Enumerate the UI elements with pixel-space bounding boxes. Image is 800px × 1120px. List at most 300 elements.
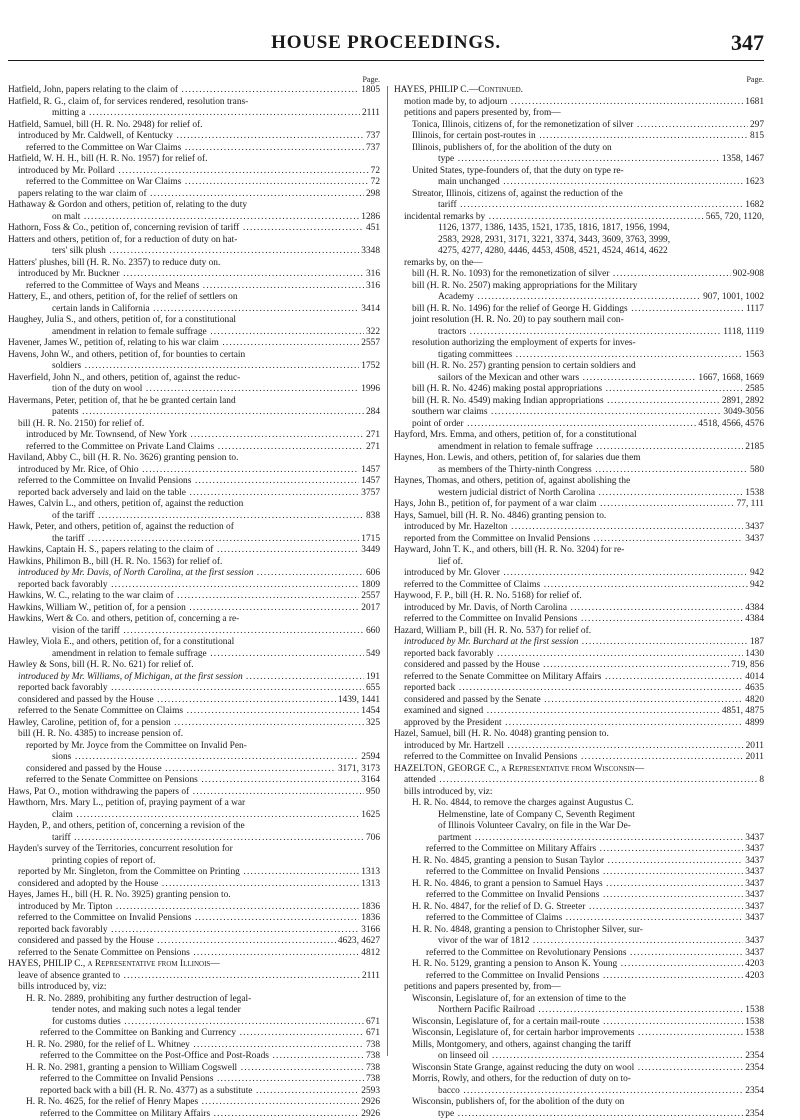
- entry-page-ref: 4851, 4875: [720, 706, 764, 718]
- entry-page-ref: 1286: [359, 212, 380, 224]
- entry-page-ref: 580: [748, 465, 764, 477]
- entry-text: bill (H. R. No. 2150) for relief of.: [18, 419, 144, 429]
- index-entry: [8, 373, 380, 385]
- index-entry: [394, 1040, 764, 1052]
- index-entry: [394, 499, 764, 511]
- entry-text: Hawkins, Captain H. S., papers relating to the claim of .....: [8, 545, 380, 555]
- index-entry: [8, 350, 380, 362]
- index-entry: [8, 200, 380, 212]
- index-entry: [8, 143, 380, 155]
- entry-page-ref: 1118, 1119: [721, 327, 764, 339]
- index-entry: [8, 258, 380, 270]
- index-entry: [8, 465, 380, 477]
- entry-text: referred to the Senate Committee on Military Affairs .....: [404, 672, 764, 682]
- index-entry: [394, 1074, 764, 1086]
- entry-page-ref: 907, 1001, 1002: [701, 292, 764, 304]
- entry-page-ref: 1313: [359, 867, 380, 879]
- index-entry: [8, 269, 380, 281]
- index-entry: [8, 85, 380, 97]
- index-entry: [394, 1017, 764, 1029]
- entry-text: the tariff .....: [52, 534, 380, 544]
- entry-page-ref: 72: [369, 166, 380, 178]
- index-entry: [8, 511, 380, 523]
- index-entry: [394, 683, 764, 695]
- entry-text: reported by Mr. Joyce from the Committee on Invalid Pen-: [26, 741, 247, 751]
- index-entry: [394, 591, 764, 603]
- entry-text: vision of the tariff .....: [52, 626, 380, 636]
- index-entry: [8, 982, 380, 994]
- entry-text: reported back with a bill (H. R. No. 4377) as a substitute .....: [40, 1086, 380, 1096]
- index-entry: [8, 281, 380, 293]
- entry-text: referred to the Senate Committee on Pensions .....: [18, 948, 380, 958]
- entry-text: introduced by Mr. Burchard at the first session .....: [404, 637, 764, 647]
- index-entry: [8, 741, 380, 753]
- entry-text: referred to the Committee of Ways and Means .....: [26, 281, 380, 291]
- index-entry: [394, 200, 764, 212]
- entry-page-ref: 2017: [359, 603, 380, 615]
- entry-text: referred to the Committee on the Post-Office and Post-Roads .....: [40, 1051, 380, 1061]
- entry-page-ref: 815: [748, 131, 764, 143]
- entry-page-ref: 565, 720, 1120,: [704, 212, 764, 224]
- entry-text: tion of the duty on wool .....: [52, 384, 380, 394]
- entry-page-ref: 4014: [743, 672, 764, 684]
- entry-page-ref: 4812: [359, 948, 380, 960]
- entry-page-ref: 2354: [743, 1086, 764, 1098]
- entry-page-ref: 671: [364, 1028, 380, 1040]
- index-entry: [394, 775, 764, 787]
- index-entry: [394, 488, 764, 500]
- entry-page-ref: 4203: [743, 959, 764, 971]
- entry-text: HAYES, PHILIP C.—Continued.: [394, 85, 523, 95]
- entry-page-ref: 2011: [744, 741, 764, 753]
- entry-text: Hays, John B., petition of, for payment of a war claim .....: [394, 499, 764, 509]
- index-entry: [8, 591, 380, 603]
- entry-text: southern war claims .....: [412, 407, 764, 417]
- entry-text: Haywood, F. P., bill (H. R. No. 5168) for relief of.: [394, 591, 582, 601]
- entry-text: mitting a .....: [52, 108, 380, 118]
- entry-page-ref: 325: [364, 718, 380, 730]
- index-entry: [394, 810, 764, 822]
- entry-text: patents .....: [52, 407, 380, 417]
- entry-page-ref: 660: [364, 626, 380, 638]
- entry-page-ref: 738: [364, 1063, 380, 1075]
- index-entry: [8, 442, 380, 454]
- index-entry: [8, 1028, 380, 1040]
- entry-page-ref: 950: [364, 787, 380, 799]
- entry-text: Wisconsin, Legislature of, for a certain mail-route .....: [412, 1017, 764, 1027]
- entry-text: Morris, Rowly, and others, for the reduction of duty on to-: [412, 1074, 631, 1084]
- right-column-page-label: Page.: [394, 74, 764, 85]
- entry-page-ref: 3437: [743, 879, 764, 891]
- entry-page-ref: 4635: [743, 683, 764, 695]
- entry-text: amendment in relation to female suffrage .....: [438, 442, 764, 452]
- entry-text: Illinois, for certain post-routes in .....: [412, 131, 764, 141]
- index-entry: [8, 925, 380, 937]
- index-entry: [394, 223, 764, 235]
- entry-page-ref: 3449: [359, 545, 380, 557]
- entry-text: Haviland, Abby C., bill (H. R. No. 3626) granting pension to.: [8, 453, 238, 463]
- index-entry: [8, 752, 380, 764]
- entry-text: sions .....: [52, 752, 380, 762]
- index-entry: [394, 982, 764, 994]
- entry-page-ref: 1538: [743, 1005, 764, 1017]
- index-entry: [394, 534, 764, 546]
- index-entry: [394, 143, 764, 155]
- index-entry: [394, 361, 764, 373]
- left-column-page-label: Page.: [8, 74, 380, 85]
- index-entry: [8, 810, 380, 822]
- index-entry: [8, 166, 380, 178]
- entry-text: Hathaway & Gordon and others, petition of, relating to the duty: [8, 200, 247, 210]
- entry-page-ref: 3437: [743, 936, 764, 948]
- index-entry: [394, 292, 764, 304]
- index-entry: [394, 177, 764, 189]
- entry-page-ref: 77, 111: [735, 499, 764, 511]
- entry-text: referred to the Committee on Invalid Pensions .....: [426, 971, 764, 981]
- entry-page-ref: 1809: [359, 580, 380, 592]
- index-entry: [394, 396, 764, 408]
- entry-text: lief of.: [438, 557, 463, 567]
- left-column: [8, 74, 380, 1120]
- index-entry: [8, 384, 380, 396]
- entry-page-ref: 2354: [743, 1109, 764, 1120]
- index-entry: [394, 695, 764, 707]
- index-entry: [394, 522, 764, 534]
- index-entry: [394, 1086, 764, 1098]
- index-entry: [394, 1063, 764, 1075]
- entry-text: Haverfield, John N., and others, petition of, against the reduc-: [8, 373, 240, 383]
- index-entry: [394, 258, 764, 270]
- index-entry: [8, 154, 380, 166]
- entry-page-ref: 655: [364, 683, 380, 695]
- entry-page-ref: 1667, 1668, 1669: [696, 373, 764, 385]
- entry-text: 1126, 1377, 1386, 1435, 1521, 1735, 1816, 1817, 1956, 1994,: [438, 223, 670, 233]
- entry-page-ref: 1836: [359, 913, 380, 925]
- entry-text: considered and passed by the House .....: [26, 764, 380, 774]
- entry-page-ref: 1805: [359, 85, 380, 97]
- index-entry: [394, 85, 764, 97]
- index-entry: [394, 660, 764, 672]
- index-entry: [8, 856, 380, 868]
- index-entry: [394, 902, 764, 914]
- index-entry: [8, 890, 380, 902]
- entry-page-ref: 3437: [743, 833, 764, 845]
- entry-text: referred to the Senate Committee on Pensions .....: [26, 775, 380, 785]
- entry-page-ref: 2926: [359, 1097, 380, 1109]
- entry-page-ref: 187: [748, 637, 764, 649]
- index-entry: [8, 706, 380, 718]
- entry-text: bill (H. R. No. 1093) for the remonetization of silver .....: [412, 269, 764, 279]
- entry-page-ref: 671: [364, 1017, 380, 1029]
- index-entry: [394, 1005, 764, 1017]
- entry-text: referred to the Committee on War Claims .....: [26, 177, 380, 187]
- entry-text: reported back favorably .....: [404, 649, 764, 659]
- entry-page-ref: 1538: [743, 488, 764, 500]
- entry-text: printing copies of report of.: [52, 856, 155, 866]
- entry-text: Wisconsin State Grange, against reducing the duty on wool .....: [412, 1063, 764, 1073]
- entry-text: Hathorn, Foss & Co., petition of, concerning revision of tariff .....: [8, 223, 380, 233]
- entry-text: point of order .....: [412, 419, 764, 429]
- entry-page-ref: 838: [364, 511, 380, 523]
- entry-text: Hawkins, W. C., relating to the war claim of .....: [8, 591, 380, 601]
- entry-text: reported back favorably .....: [18, 580, 380, 590]
- index-entry: [394, 971, 764, 983]
- index-entry: [8, 407, 380, 419]
- index-entry: [394, 718, 764, 730]
- index-entry: [8, 867, 380, 879]
- entry-text: remarks by, on the—: [404, 258, 483, 268]
- index-entry: [394, 108, 764, 120]
- entry-page-ref: 1538: [743, 1028, 764, 1040]
- entry-text: introduced by Mr. Hartzell .....: [404, 741, 764, 751]
- index-entry: [8, 764, 380, 776]
- index-entry: [394, 844, 764, 856]
- index-entry: [394, 557, 764, 569]
- index-entry: [394, 97, 764, 109]
- entry-text: soldiers .....: [52, 361, 380, 371]
- index-entry: [394, 649, 764, 661]
- entry-text: Academy .....: [438, 292, 764, 302]
- index-entry: [394, 936, 764, 948]
- entry-text: referred to the Committee of Claims .....: [404, 580, 764, 590]
- entry-text: Wisconsin, Legislature of, for certain harbor improvements .....: [412, 1028, 764, 1038]
- entry-text: ters' silk plush .....: [52, 246, 380, 256]
- entry-text: Hawley & Sons, bill (H. R. No. 621) for relief of.: [8, 660, 194, 670]
- index-entry: [394, 787, 764, 799]
- entry-text: Hayes, James H., bill (H. R. No. 3925) granting pension to.: [8, 890, 231, 900]
- entry-text: H. R. No. 2981, granting a pension to William Cogswell .....: [26, 1063, 380, 1073]
- index-entry: [394, 948, 764, 960]
- entry-page-ref: 738: [364, 1074, 380, 1086]
- entry-page-ref: 1752: [359, 361, 380, 373]
- entry-text: reported back adversely and laid on the table .....: [18, 488, 380, 498]
- entry-text: papers relating to the war claim of .....: [18, 189, 380, 199]
- entry-text: Hazel, Samuel, bill (H. R. No. 4048) granting pension to.: [394, 729, 609, 739]
- entry-text: Wisconsin, Legislature of, for an extension of time to the: [412, 994, 626, 1004]
- index-entry: [394, 890, 764, 902]
- column-divider: [387, 86, 388, 1056]
- entry-text: Hazard, William P., bill (H. R. No. 537) for relief of.: [394, 626, 591, 636]
- entry-text: tractors .....: [438, 327, 764, 337]
- index-entry: [8, 603, 380, 615]
- entry-page-ref: 316: [364, 281, 380, 293]
- entry-text: Hawley, Viola E., and others, petition of, for a constitutional: [8, 637, 234, 647]
- entry-text: reported from the Committee on Invalid Pensions .....: [404, 534, 764, 544]
- entry-page-ref: 1117: [744, 304, 764, 316]
- index-entry: [8, 1074, 380, 1086]
- entry-text: introduced by Mr. Hazelton .....: [404, 522, 764, 532]
- entry-page-ref: 737: [364, 131, 380, 143]
- index-entry: [394, 1028, 764, 1040]
- entry-page-ref: 2891, 2892: [720, 396, 764, 408]
- index-entry: [394, 959, 764, 971]
- entry-page-ref: 1996: [359, 384, 380, 396]
- entry-page-ref: 737: [364, 143, 380, 155]
- index-entry: [394, 626, 764, 638]
- entry-text: Wisconsin, publishers of, for the abolition of the duty on: [412, 1097, 624, 1107]
- entry-page-ref: 3348: [359, 246, 380, 258]
- entry-text: bacco .....: [438, 1086, 764, 1096]
- index-entry: [394, 154, 764, 166]
- entry-text: type .....: [438, 154, 764, 164]
- entry-page-ref: 322: [364, 327, 380, 339]
- index-entry: [8, 338, 380, 350]
- entry-text: reported by Mr. Singleton, from the Committee on Printing .....: [18, 867, 380, 877]
- index-entry: [394, 315, 764, 327]
- index-entry: [394, 637, 764, 649]
- entry-text: Hayward, John T. K., and others, bill (H. R. No. 3204) for re-: [394, 545, 624, 555]
- entry-page-ref: 2111: [360, 971, 380, 983]
- index-entry: [394, 269, 764, 281]
- entry-page-ref: 4384: [743, 614, 764, 626]
- entry-page-ref: 4899: [743, 718, 764, 730]
- entry-page-ref: 2557: [359, 591, 380, 603]
- entry-text: United States, type-founders of, that the duty on type re-: [412, 166, 624, 176]
- entry-text: Tonica, Illinois, citizens of, for the remonetization of silver .....: [412, 120, 764, 130]
- entry-text: H. R. No. 4846, to grant a pension to Samuel Hays .....: [412, 879, 764, 889]
- index-entry: [8, 660, 380, 672]
- entry-text: Hawkins, Wert & Co. and others, petition of, concerning a re-: [8, 614, 239, 624]
- index-entry: [8, 787, 380, 799]
- entry-text: referred to the Committee on Invalid Pensions .....: [426, 890, 764, 900]
- entry-text: reported back .....: [404, 683, 764, 693]
- index-entry: [8, 522, 380, 534]
- running-head: HOUSE PROCEEDINGS.: [8, 32, 764, 54]
- entry-page-ref: 1563: [743, 350, 764, 362]
- entry-text: introduced by Mr. Townsend, of New York .....: [26, 430, 380, 440]
- index-entry: [8, 637, 380, 649]
- entry-page-ref: 3437: [743, 948, 764, 960]
- entry-text: vivor of the war of 1812 .....: [438, 936, 764, 946]
- index-entry: [8, 189, 380, 201]
- entry-text: resolution authorizing the employment of experts for inves-: [412, 338, 636, 348]
- entry-text: as members of the Thirty-ninth Congress .....: [438, 465, 764, 475]
- entry-text: on linseed oil .....: [438, 1051, 764, 1061]
- entry-text: H. R. No. 2889, prohibiting any further destruction of legal-: [26, 994, 251, 1004]
- entry-text: introduced by Mr. Davis, of North Carolina, at the first session .....: [18, 568, 380, 578]
- index-entry: [8, 453, 380, 465]
- entry-text: tariff .....: [438, 200, 764, 210]
- index-entry: [8, 396, 380, 408]
- entry-page-ref: 72: [369, 177, 380, 189]
- entry-text: approved by the President .....: [404, 718, 764, 728]
- entry-text: H. R. No. 4844, to remove the charges against Augustus C.: [412, 798, 633, 808]
- entry-page-ref: 3414: [359, 304, 380, 316]
- index-entry: [394, 419, 764, 431]
- entry-page-ref: 4820: [743, 695, 764, 707]
- index-entry: [394, 821, 764, 833]
- entry-text: H. R. No. 2980, for the relief of L. Whitney .....: [26, 1040, 380, 1050]
- index-entry: [8, 361, 380, 373]
- index-entry: [8, 1086, 380, 1098]
- entry-text: Hayden, P., and others, petition of, concerning a revision of the: [8, 821, 245, 831]
- index-entry: [8, 614, 380, 626]
- entry-page-ref: 738: [364, 1040, 380, 1052]
- entry-page-ref: 284: [364, 407, 380, 419]
- entry-text: 4275, 4277, 4280, 4446, 4453, 4508, 4521, 4524, 4614, 4622: [438, 246, 668, 256]
- index-entry: [394, 453, 764, 465]
- entry-text: introduced by Mr. Williams, of Michigan, at the first session .....: [18, 672, 380, 682]
- index-entry: [8, 120, 380, 132]
- index-entry: [8, 649, 380, 661]
- entry-text: HAZELTON, GEORGE C., a Representative from Wisconsin—: [394, 764, 644, 774]
- entry-text: examined and signed .....: [404, 706, 764, 716]
- index-entry: [394, 131, 764, 143]
- entry-page-ref: 3437: [743, 902, 764, 914]
- entry-text: Hatters' plushes, bill (H. R. No. 2357) to reduce duty on.: [8, 258, 220, 268]
- index-entry: [8, 936, 380, 948]
- entry-text: motion made by, to adjourn .....: [404, 97, 764, 107]
- index-entry: [8, 476, 380, 488]
- entry-page-ref: 316: [364, 269, 380, 281]
- index-entry: [8, 1097, 380, 1109]
- entry-text: introduced by Mr. Glover .....: [404, 568, 764, 578]
- entry-text: bill (H. R. No. 1496) for the relief of George H. Giddings .....: [412, 304, 764, 314]
- entry-text: Havermans, Peter, petition of, that he be granted certain land: [8, 396, 236, 406]
- index-entry: [394, 338, 764, 350]
- entry-page-ref: 4384: [743, 603, 764, 615]
- entry-text: main unchanged .....: [438, 177, 764, 187]
- entry-page-ref: 1836: [359, 902, 380, 914]
- entry-text: bill (H. R. No. 4385) to increase pension of.: [18, 729, 183, 739]
- entry-text: bills introduced by, viz:: [404, 787, 492, 797]
- entry-text: certain lands in California .....: [52, 304, 380, 314]
- entry-page-ref: 706: [364, 833, 380, 845]
- index-entry: [8, 971, 380, 983]
- entry-text: bill (H. R. No. 4246) making postal appropriations .....: [412, 384, 764, 394]
- index-entry: [394, 430, 764, 442]
- entry-page-ref: 8: [757, 775, 764, 787]
- entry-page-ref: 606: [364, 568, 380, 580]
- entry-text: on malt .....: [52, 212, 380, 222]
- entry-text: Haynes, Thomas, and others, petition of, against abolishing the: [394, 476, 630, 486]
- entry-text: referred to the Committee on Banking and Currency .....: [40, 1028, 380, 1038]
- entry-text: Hatfield, R. G., claim of, for services rendered, resolution trans-: [8, 97, 248, 107]
- entry-page-ref: 1682: [743, 200, 764, 212]
- entry-text: tender notes, and making such notes a legal tender: [52, 1005, 241, 1015]
- entry-text: considered and passed by the House .....: [404, 660, 764, 670]
- index-entry: [394, 120, 764, 132]
- entry-page-ref: 2111: [360, 108, 380, 120]
- entry-text: tariff .....: [52, 833, 380, 843]
- entry-text: H. R. No. 4625, for the relief of Henry Mapes .....: [26, 1097, 380, 1107]
- index-entry: [8, 913, 380, 925]
- entry-page-ref: 271: [364, 430, 380, 442]
- index-entry: [8, 568, 380, 580]
- entry-text: Hayford, Mrs. Emma, and others, petition of, for a constitutional: [394, 430, 637, 440]
- index-entry: [394, 1097, 764, 1109]
- index-entry: [8, 419, 380, 431]
- index-entry: [394, 867, 764, 879]
- entry-text: referred to the Committee on Invalid Pensions .....: [404, 752, 764, 762]
- entry-text: referred to the Committee on Invalid Pensions .....: [18, 913, 380, 923]
- entry-page-ref: 451: [364, 223, 380, 235]
- index-entry: [8, 1040, 380, 1052]
- entry-text: claim .....: [52, 810, 380, 820]
- entry-text: Hawthorn, Mrs. Mary L., petition of, praying payment of a war: [8, 798, 245, 808]
- entry-text: tigating committees .....: [438, 350, 764, 360]
- index-entry: [8, 235, 380, 247]
- entry-page-ref: 3437: [743, 534, 764, 546]
- entry-page-ref: 3437: [743, 844, 764, 856]
- index-entry: [394, 879, 764, 891]
- entry-page-ref: 1457: [359, 465, 380, 477]
- index-entry: [8, 718, 380, 730]
- entry-text: referred to the Committee on Military Affairs .....: [40, 1109, 380, 1119]
- entry-text: amendment in relation to female suffrage .....: [52, 649, 380, 659]
- entry-text: of Illinois Volunteer Cavalry, on file in the War De-: [438, 821, 631, 831]
- index-entry: [394, 672, 764, 684]
